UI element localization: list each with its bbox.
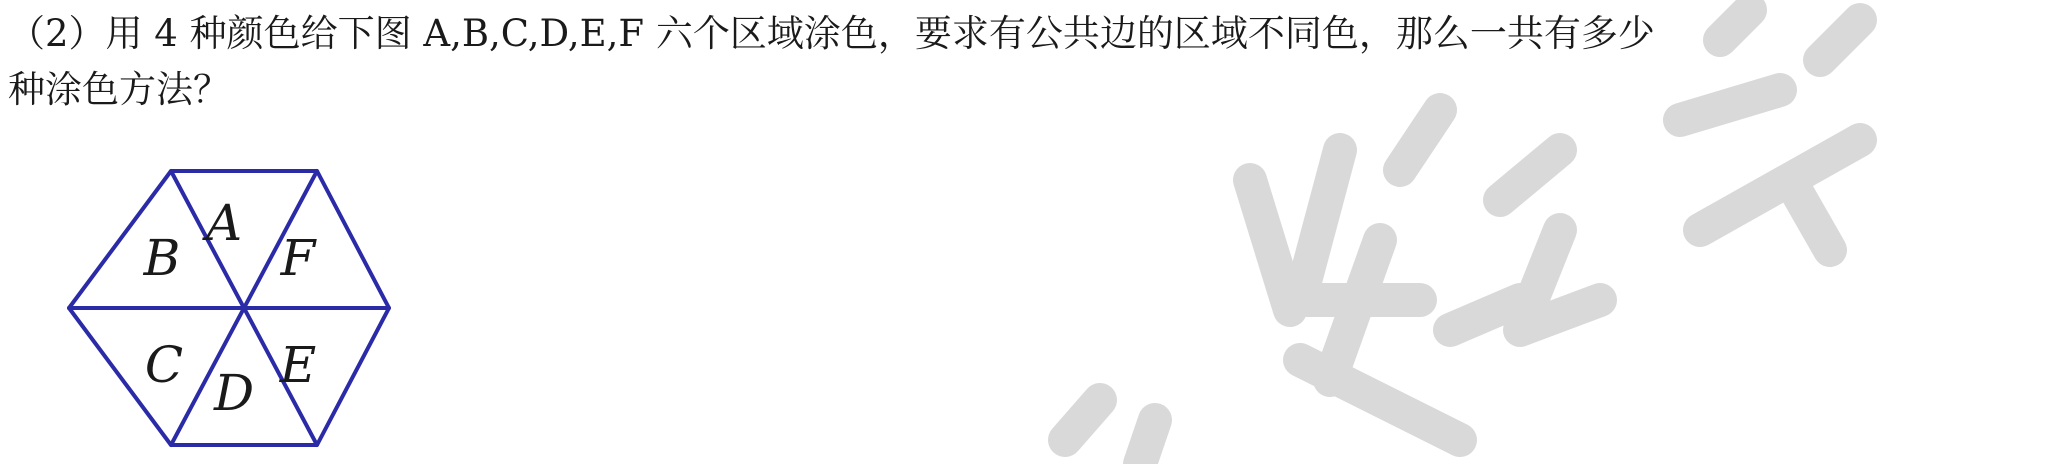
region-label-e: E	[279, 336, 317, 394]
hexagon-figure	[62, 160, 424, 464]
question-line-1: （2）用 4 种颜色给下图 A,B,C,D,E,F 六个区域涂色，要求有公共边的区域不同色，那么一共有多少	[8, 12, 1655, 55]
region-label-d: D	[213, 364, 255, 422]
region-label-f: F	[280, 229, 316, 287]
question-line-2: 种涂色方法？	[8, 68, 230, 111]
region-label-c: C	[144, 336, 184, 394]
region-label-a: A	[205, 194, 243, 252]
region-label-b: B	[143, 229, 181, 287]
question-text	[8, 6, 2068, 118]
